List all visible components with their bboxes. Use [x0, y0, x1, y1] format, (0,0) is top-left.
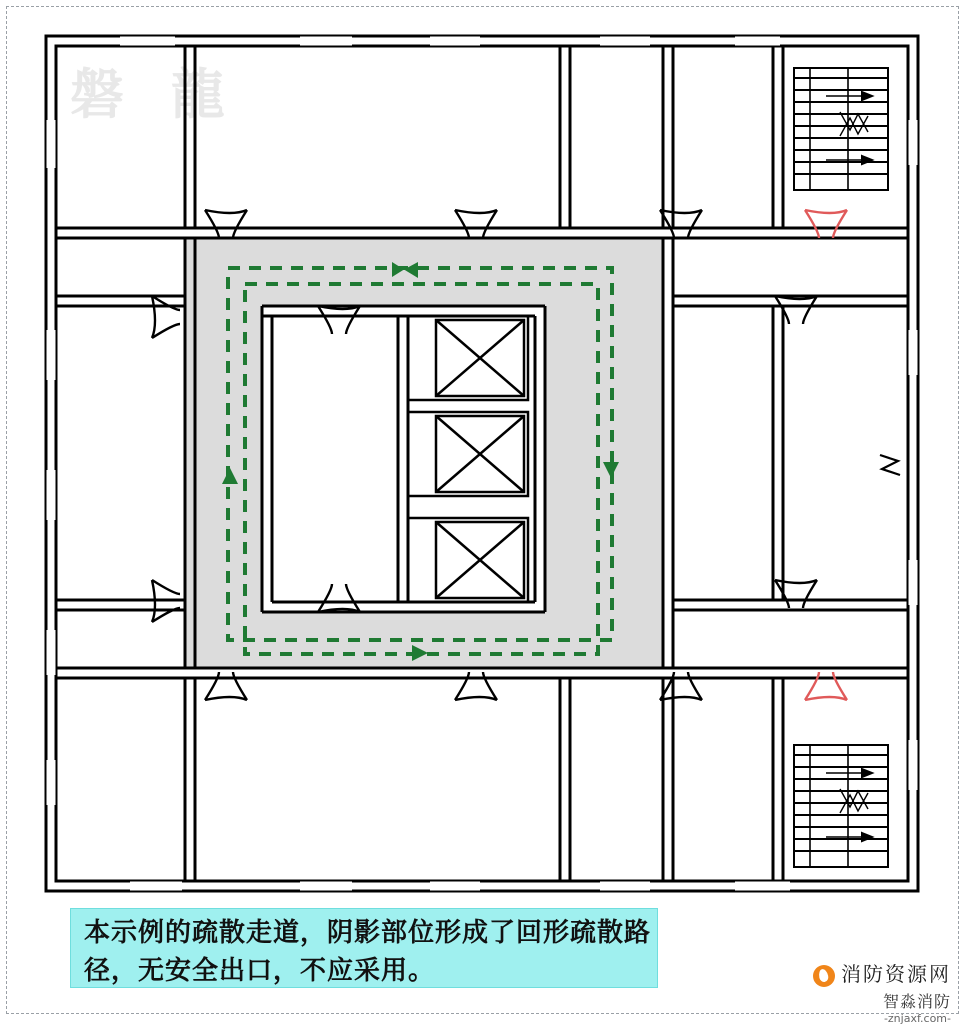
brand-name: 消防资源网: [841, 962, 951, 986]
watermark-logo: 磐 龍: [70, 63, 239, 126]
caption-text: 本示例的疏散走道，阴影部位形成了回形疏散路径，无安全出口，不应采用。: [84, 918, 652, 986]
brand-name-row: [813, 958, 951, 987]
stair-bottom: [794, 745, 888, 867]
brand-watermark: [813, 958, 951, 1025]
brand-sub: 智淼消防: [882, 992, 951, 1011]
brand-url: -znjaxf.com-: [883, 1012, 951, 1025]
flame-icon: [813, 965, 835, 987]
right-wall-jog: [880, 455, 900, 475]
stair-top: [794, 68, 888, 190]
stair-exit-doors: [805, 210, 847, 700]
